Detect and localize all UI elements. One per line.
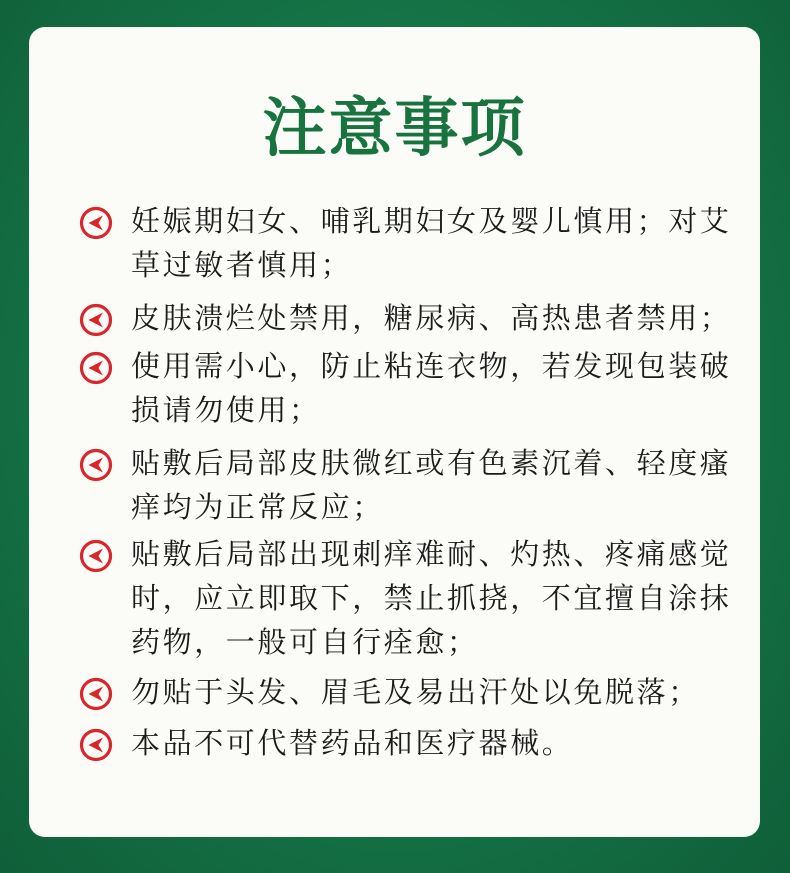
list-item-text: 妊娠期妇女、哺乳期妇女及婴儿慎用；对艾草过敏者慎用； (131, 204, 732, 282)
list-item-text: 皮肤溃烂处禁用，糖尿病、高热患者禁用； (131, 301, 732, 335)
red-chevron-left-circle-icon (79, 539, 113, 573)
red-chevron-left-circle-icon (79, 448, 113, 482)
notice-list (29, 27, 760, 837)
list-item-text: 贴敷后局部皮肤微红或有色素沉着、轻度瘙痒均为正常反应； (131, 446, 732, 524)
red-chevron-left-circle-icon (79, 206, 113, 240)
red-chevron-left-circle-icon (79, 351, 113, 385)
notice-card (29, 27, 760, 837)
red-chevron-left-circle-icon (79, 728, 113, 762)
list-item-text: 贴敷后局部出现刺痒难耐、灼热、疼痛感觉时，应立即取下，禁止抓挠，不宜擅自涂抹药物，一般可自行痊愈； (131, 537, 732, 659)
list-item-text: 使用需小心，防止粘连衣物，若发现包装破损请勿使用； (131, 349, 732, 427)
red-chevron-left-circle-icon (79, 677, 113, 711)
list-item-text: 本品不可代替药品和医疗器械。 (131, 726, 574, 760)
page-title: 注意事项 (262, 91, 527, 166)
list-item-text: 勿贴于头发、眉毛及易出汗处以免脱落； (131, 675, 700, 709)
red-chevron-left-circle-icon (79, 303, 113, 337)
